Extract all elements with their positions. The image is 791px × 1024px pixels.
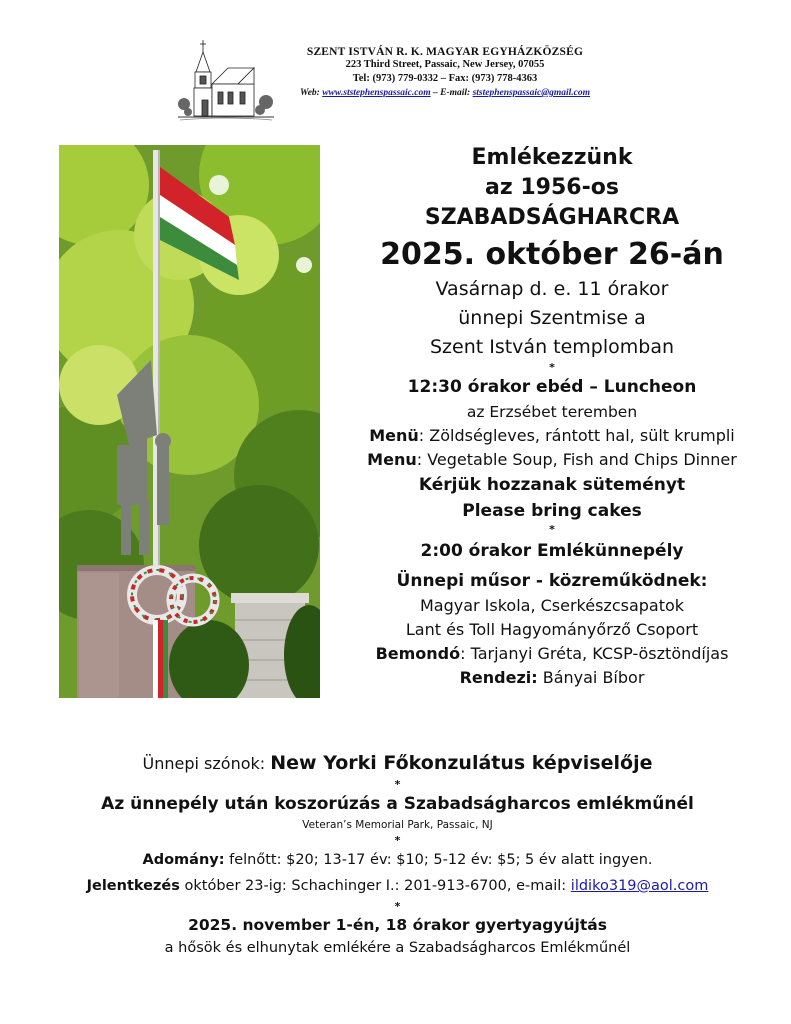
registration: [60, 875, 735, 897]
wreath-text: Az ünnepély után koszorúzás a Szabadságharcos emlékműnél: [101, 794, 694, 814]
speaker-text: New Yorki Főkonzulátus képviselője: [270, 752, 653, 774]
donation-text: felnőtt: $20; 13-17 év: $10; 5-12 év: $5; 5 év alatt ingyen.: [224, 852, 653, 868]
director: [332, 666, 772, 690]
memorial-photo: [59, 145, 320, 698]
speaker-line: [60, 748, 735, 779]
narrator: [332, 642, 772, 666]
bottom-section: [60, 748, 735, 959]
event-date: 2025. október 26-án: [380, 237, 724, 272]
parish-address: 223 Third Street, Passaic, New Jersey, 07055: [345, 59, 545, 70]
menu-hungarian: [332, 424, 772, 448]
donation: [60, 849, 735, 871]
web-label: Web:: [299, 88, 320, 98]
event-details: [332, 143, 772, 690]
program-line-1: Magyar Iskola, Cserkészcsapatok: [419, 596, 685, 615]
mass-line-2: ünnepi Szentmise a: [458, 307, 646, 329]
program-title: Ünnepi műsor - közreműködnek:: [396, 571, 708, 591]
parish-web-line: [280, 86, 610, 100]
park-location: Veteran’s Memorial Park, Passaic, NJ: [302, 819, 493, 831]
narrator-label: Bemondó: [375, 644, 461, 663]
title-line-1: Emlékezzünk: [471, 145, 633, 170]
ceremony-time: 2:00 órakor Emlékünnepély: [420, 541, 684, 561]
narrator-text: : Tarjanyi Gréta, KCSP-ösztöndíjas: [460, 644, 729, 663]
lunch-place: az Erzsébet teremben: [466, 403, 638, 421]
mass-line-1: Vasárnap d. e. 11 órakor: [435, 278, 669, 300]
menu-english: [332, 448, 772, 472]
director-text: Bányai Bíbor: [537, 668, 645, 687]
email-link[interactable]: ststephenspassaic@gmail.com: [472, 88, 591, 98]
parish-name: SZENT ISTVÁN R. K. MAGYAR EGYHÁZKÖZSÉG: [306, 46, 584, 58]
registration-label: Jelentkezés: [86, 878, 180, 894]
cakes-hungarian: Kérjük hozzanak süteményt: [418, 475, 686, 495]
separator-star: *: [549, 523, 555, 536]
separator-star: *: [394, 834, 401, 847]
registration-text: október 23-ig: Schachinger I.: 201-913-6700, e-mail:: [179, 878, 571, 894]
church-logo: [176, 38, 276, 122]
mass-line-3: Szent István templomban: [429, 336, 675, 358]
email-label: – E-mail:: [432, 88, 471, 98]
donation-label: Adomány:: [142, 852, 225, 868]
menu-en-label: Menu: [367, 450, 417, 469]
parish-phone: Tel: (973) 779-0332 – Fax: (973) 778-4363: [352, 73, 538, 84]
title-line-3: SZABADSÁGHARCRA: [424, 205, 680, 230]
menu-hu-label: Menü: [369, 426, 419, 445]
menu-hu-text: : Zöldségleves, rántott hal, sült krumpli: [418, 426, 735, 445]
separator-star: *: [394, 778, 401, 791]
registration-email-link[interactable]: ildiko319@aol.com: [570, 878, 709, 894]
separator-star: *: [394, 900, 401, 913]
separator-star: *: [549, 361, 555, 374]
menu-en-text: : Vegetable Soup, Fish and Chips Dinner: [416, 450, 737, 469]
letterhead: [280, 46, 610, 100]
director-label: Rendezi:: [459, 668, 538, 687]
candle-text: a hősök és elhunytak emlékére a Szabadságharcos Emlékműnél: [164, 940, 631, 956]
title-line-2: az 1956-os: [485, 175, 619, 200]
speaker-label: Ünnepi szónok:: [142, 754, 271, 773]
candle-title: 2025. november 1-én, 18 órakor gyertyagyújtás: [188, 916, 607, 934]
web-link[interactable]: www.ststephenspassaic.com: [322, 88, 431, 98]
lunch-title: 12:30 órakor ebéd – Luncheon: [407, 377, 697, 397]
cakes-english: Please bring cakes: [462, 501, 642, 521]
program-line-2: Lant és Toll Hagyományőrző Csoport: [405, 620, 699, 639]
